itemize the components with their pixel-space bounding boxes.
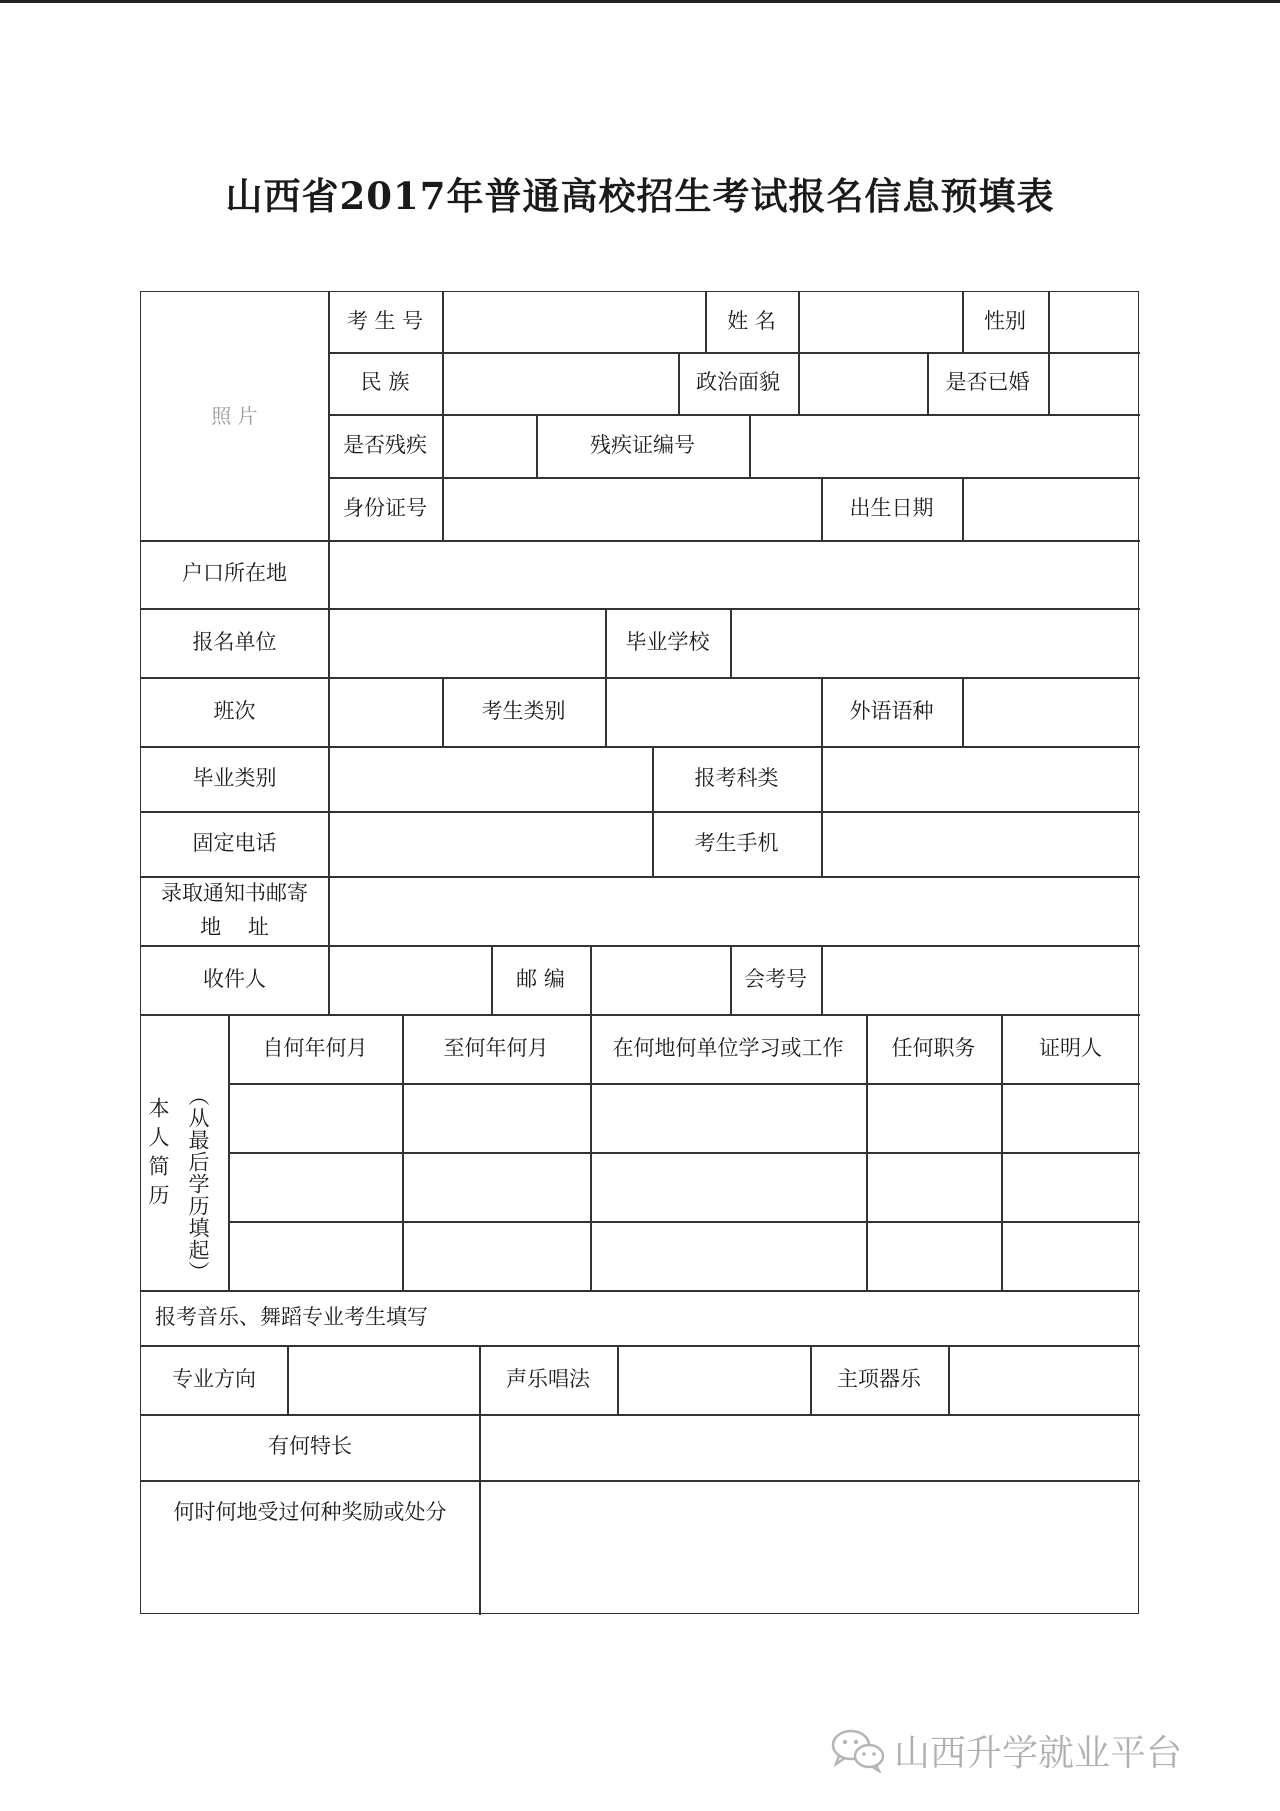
graduation-school-field[interactable] bbox=[730, 608, 1140, 677]
gender-field[interactable] bbox=[1048, 292, 1140, 352]
name-label: 姓 名 bbox=[727, 309, 776, 334]
top-rule bbox=[0, 0, 1280, 3]
mail-address-field[interactable] bbox=[328, 876, 1140, 945]
hukou-label: 户口所在地 bbox=[182, 561, 287, 586]
recipient-field[interactable] bbox=[328, 945, 491, 1014]
resume-col-position: 任何职务 bbox=[891, 1035, 976, 1060]
disability-cert-label: 残疾证编号 bbox=[590, 432, 695, 457]
ethnicity-label: 民 族 bbox=[360, 370, 410, 395]
ethnicity-field[interactable] bbox=[442, 352, 678, 414]
landline-label: 固定电话 bbox=[192, 830, 277, 855]
graduation-school-label: 毕业学校 bbox=[625, 629, 710, 654]
resume-row[interactable] bbox=[228, 1152, 1140, 1221]
foreign-language-field[interactable] bbox=[962, 677, 1140, 746]
major-direction-field[interactable] bbox=[287, 1345, 479, 1414]
resume-col-witness: 证明人 bbox=[1039, 1035, 1102, 1060]
id-number-field[interactable] bbox=[442, 477, 821, 540]
postcode-field[interactable] bbox=[590, 945, 730, 1014]
candidate-category-field[interactable] bbox=[605, 677, 821, 746]
resume-section-note: （从最后学历填起） bbox=[186, 1085, 210, 1283]
resume-col-from: 自何年何月 bbox=[262, 1035, 368, 1060]
photo-box[interactable]: 照 片 bbox=[211, 404, 258, 428]
huikao-no-field[interactable] bbox=[821, 945, 1140, 1014]
landline-field[interactable] bbox=[328, 811, 652, 876]
huikao-no-label: 会考号 bbox=[744, 966, 807, 991]
graduation-category-field[interactable] bbox=[328, 746, 652, 811]
mail-address-label-line2: 地 址 bbox=[200, 914, 269, 939]
main-instrument-label: 主项器乐 bbox=[837, 1366, 921, 1391]
married-field[interactable] bbox=[1048, 352, 1140, 414]
major-direction-label: 专业方向 bbox=[172, 1366, 256, 1391]
registration-unit-field[interactable] bbox=[328, 608, 605, 677]
vocal-style-label: 声乐唱法 bbox=[506, 1366, 590, 1391]
exam-no-label: 考 生 号 bbox=[346, 309, 424, 334]
mobile-field[interactable] bbox=[821, 811, 1140, 876]
name-field[interactable] bbox=[798, 292, 962, 352]
disability-cert-field[interactable] bbox=[749, 414, 1140, 477]
registration-form bbox=[140, 291, 1139, 1614]
disabled-label: 是否残疾 bbox=[343, 432, 427, 457]
disabled-field[interactable] bbox=[442, 414, 536, 477]
exam-no-field[interactable] bbox=[442, 292, 705, 352]
rewards-field[interactable] bbox=[479, 1480, 1140, 1615]
married-label: 是否已婚 bbox=[945, 370, 1030, 395]
postcode-label: 邮 编 bbox=[516, 966, 565, 991]
resume-section-label: 本人简历 bbox=[146, 1097, 170, 1213]
registration-unit-label: 报名单位 bbox=[192, 629, 277, 654]
political-status-field[interactable] bbox=[798, 352, 927, 414]
watermark bbox=[830, 1725, 1250, 1775]
candidate-category-label: 考生类别 bbox=[481, 698, 566, 723]
id-number-label: 身份证号 bbox=[343, 495, 427, 520]
resume-col-place: 在何地何单位学习或工作 bbox=[612, 1035, 844, 1060]
mail-address-label-line1: 录取通知书邮寄 bbox=[161, 880, 308, 905]
gender-label: 性别 bbox=[984, 309, 1026, 334]
hukou-field[interactable] bbox=[328, 540, 1140, 608]
class-field[interactable] bbox=[328, 677, 442, 746]
class-label: 班次 bbox=[213, 698, 256, 723]
wechat-icon bbox=[830, 1727, 886, 1773]
arts-section-header: 报考音乐、舞蹈专业考生填写 bbox=[155, 1304, 428, 1329]
subject-category-label: 报考科类 bbox=[694, 765, 779, 790]
foreign-language-label: 外语语种 bbox=[849, 698, 934, 723]
birth-date-field[interactable] bbox=[962, 477, 1140, 540]
birth-date-label: 出生日期 bbox=[849, 495, 934, 520]
graduation-category-label: 毕业类别 bbox=[192, 765, 277, 790]
vocal-style-field[interactable] bbox=[617, 1345, 810, 1414]
page-title: 山西省2017年普通高校招生考试报名信息预填表 bbox=[225, 174, 1055, 218]
resume-row[interactable] bbox=[228, 1221, 1140, 1290]
subject-category-field[interactable] bbox=[821, 746, 1140, 811]
mail-address-label bbox=[141, 876, 328, 945]
specialties-label: 有何特长 bbox=[268, 1434, 352, 1459]
resume-col-to: 至何年何月 bbox=[443, 1035, 549, 1060]
resume-row[interactable] bbox=[228, 1083, 1140, 1152]
main-instrument-field[interactable] bbox=[948, 1345, 1140, 1414]
recipient-label: 收件人 bbox=[203, 966, 266, 991]
specialties-field[interactable] bbox=[479, 1414, 1140, 1480]
mobile-label: 考生手机 bbox=[694, 830, 779, 855]
rewards-label: 何时何地受过何种奖励或处分 bbox=[173, 1500, 447, 1524]
political-status-label: 政治面貌 bbox=[696, 370, 780, 395]
watermark-text: 山西升学就业平台 bbox=[894, 1732, 1183, 1774]
